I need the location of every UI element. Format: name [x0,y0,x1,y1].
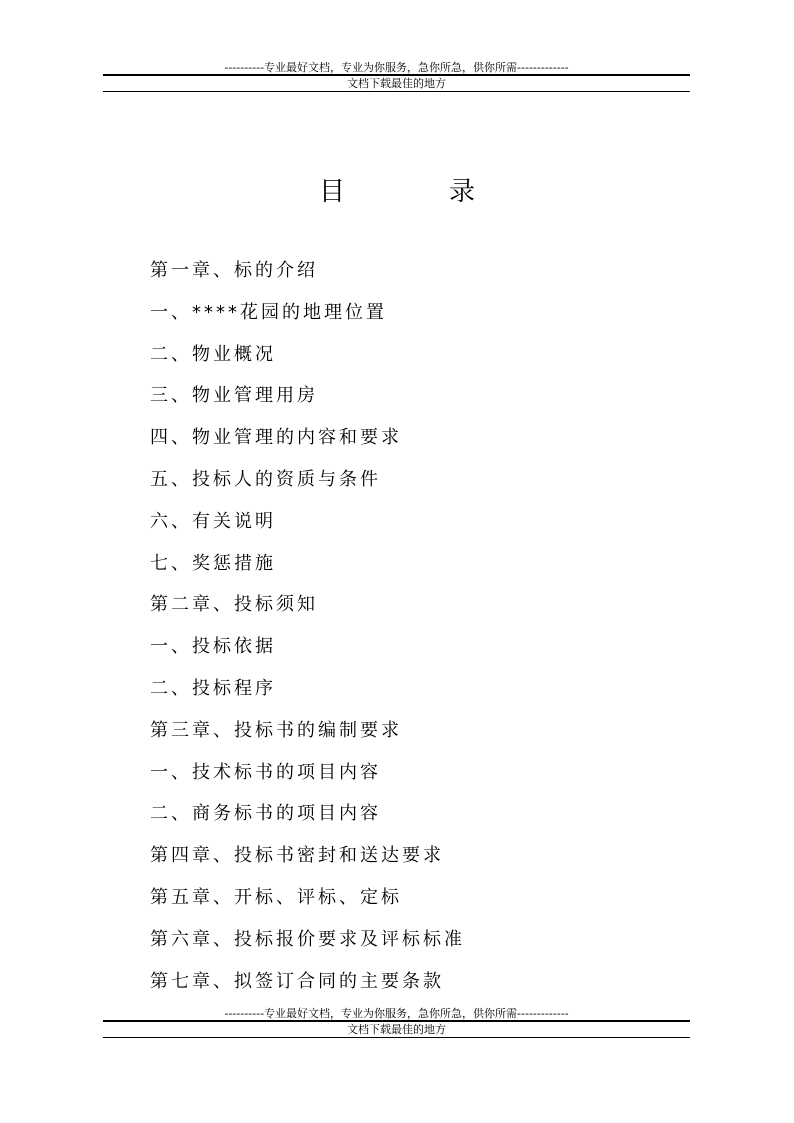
toc-item: 二、商务标书的项目内容 [150,803,381,825]
header-tagline: ----------专业最好文档，专业为你服务，急你所急，供你所需------------- [224,61,569,74]
page-title [0,172,794,212]
title-char-1: 目 [319,177,346,207]
toc-item: 第三章、投标书的编制要求 [150,719,402,741]
page-header [103,61,690,92]
toc-item: 第一章、标的介绍 [150,260,318,281]
toc-item: 五、投标人的资质与条件 [150,468,381,490]
footer-rule-thin [103,1037,690,1038]
toc-item: 七、奖惩措施 [150,552,276,574]
toc-item: 第四章、投标书密封和送达要求 [150,845,444,867]
toc-item: 二、物业概况 [150,343,276,365]
toc-item: 一、技术标书的项目内容 [150,761,381,783]
header-subtitle: 文档下载最佳的地方 [347,77,446,90]
header-rule-thin [103,91,690,92]
toc-item: 一、****花园的地理位置 [150,301,387,323]
page-footer [103,1007,690,1038]
table-of-contents [150,250,465,1002]
toc-item: 二、投标程序 [150,677,276,699]
toc-item: 三、物业管理用房 [150,385,318,407]
toc-item: 第七章、拟签订合同的主要条款 [150,970,444,992]
toc-item: 四、物业管理的内容和要求 [150,427,402,449]
toc-item: 六、有关说明 [150,510,276,532]
title-char-2: 录 [449,177,476,207]
toc-item: 一、投标依据 [150,636,276,658]
toc-item: 第二章、投标须知 [150,594,318,616]
toc-item: 第五章、开标、评标、定标 [150,886,402,908]
footer-tagline: ----------专业最好文档，专业为你服务，急你所急，供你所需------------- [224,1007,569,1020]
footer-subtitle: 文档下载最佳的地方 [347,1023,446,1036]
toc-item: 第六章、投标报价要求及评标标准 [150,928,465,950]
